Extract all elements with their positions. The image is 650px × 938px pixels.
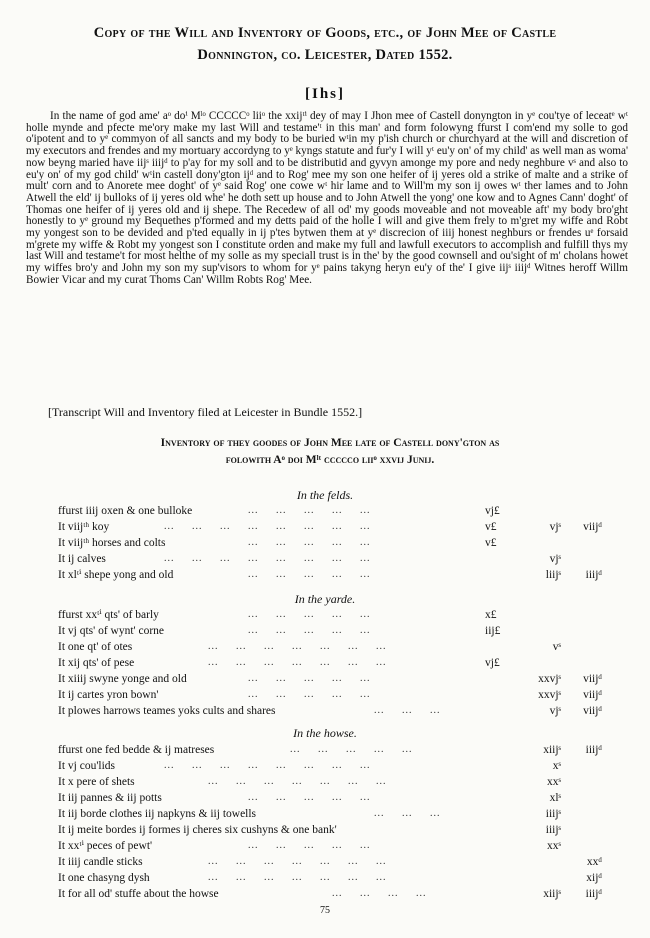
inventory-row: It iij borde clothes iij napkyns & iij towells ... ... ... iiijˢ <box>58 808 561 820</box>
page-number: 75 <box>320 905 330 916</box>
inventory-row: ffurst xxᵗⁱ qts' of barly ... ... ... ... ... x£ <box>58 608 618 622</box>
section-heading-howse: In the howse. <box>293 726 357 740</box>
pence-value: viijᵈ <box>583 689 602 701</box>
shillings-value: vjˢ <box>549 521 561 533</box>
inventory-row: It viijᵗʰ koy ... ... ... ... ... ... ... ... v£ vjˢ viijᵈ <box>58 521 602 533</box>
transcript-note: [Transcript Will and Inventory filed at Leicester in Bundle 1552.] <box>48 405 363 419</box>
pence-value: viijᵈ <box>583 673 602 685</box>
pounds-value: v£ <box>485 537 497 549</box>
inventory-title <box>40 435 620 469</box>
item-description: It iiij candle sticks <box>58 856 143 868</box>
inventory-row: It one qt' of otes ... ... ... ... ... ... ... vˢ <box>58 641 561 653</box>
section-heading-yarde: In the yarde. <box>294 592 356 606</box>
pence-value: viijᵈ <box>583 705 602 717</box>
item-description: It viijᵗʰ koy <box>58 521 110 533</box>
shillings-value: iiijˢ <box>545 808 561 820</box>
item-description: It one chasyng dysh <box>58 872 150 884</box>
inventory-title-line-2: folowith Aᵒ doi Mˡᵗ ccccco liiᵒ xxvij Junij. <box>225 454 435 466</box>
pounds-value: vj£ <box>485 657 500 669</box>
inventory-row: It xij qts' of pese ... ... ... ... ... ... ... vj£ <box>58 656 618 670</box>
inventory-row: It iij pannes & iij potts ... ... ... ... ... xlˢ <box>58 792 561 804</box>
will-text: In the name of god ame' aᵒ doⁱ Mˡᵒ CCCCCᵒ liiᵒ the xxijᵗⁱ dey of may I Jhon mee of Castell donyngton in yᵉ cou'tye of leceatᵉ wᵗ holle mynde and pfecte me'ory make my last Will and testame'ᵗ in this man' and form folowyng ffurst I com'end my solle to god o'ipotent and to yᵉ commyon of all sancts and my body to be buried wᵗin my p'ish church or churchyard at the will and discretion of my executors and frendes and my mortuary accordyng to yᵉ kyngs statute and fur'y I will yᵗ eu'y on' of my child' as well man as woma' now beyng maried have iijˢ iiijᵈ to p'ay for my soll and to be distributid and gyvyn amonge my pore and nedy neghbure vˢ and also to eu'y on' of my god child' wᵗin castell dony'gton ijᵈ and to Rog' mee my son one heifer of ij yeres old a strike of malte and a strike of mult' corn and to Anorete mee doght' of yᵉ said Rog' one cowe wᵗ hir lame and to Will'm my son ij owes wᵗ ther lames and to John Atwell the eld' ij bulloks of ij yeres old whe' he doth sett up house and to John Atwell the yong' one kow and to Agnes Cann' doght' of Thomas one heifer of ij yeres old and ij shepe. The Recedew of all od' my goods moveable and not moveable aft' my body bro'ght honestly to yᵉ ground my Bequethes p'formed and my detts paid of the holle I will and give them frely to m'gret my wiffe and Robt my yongest son to be devided and p'ted equally in ij p'tes bytwen them at yᵉ discrecion of iiij honest neghburs or frendes uᵉ forsaid m'grete my wiffe & Robt my yongest son I constitute orden and make my full and lawfull executors to accomplish and fulfill thys my last Will and testame't for most helthe of my solle as my speciall trust is in the' by the good cownsell and ou'sight of m' cholans howet my wiffes bro'y and John my son my sup'visors to whom for yᵉ pains takyng heryn eu'y of the' I give iijˢ iiijᵈ Witnes heroff Willm Bowier Vicar and my curat Thoms Can' Willm Robts Rog' Mee. <box>26 110 628 286</box>
pence-value: iiijᵈ <box>585 744 602 756</box>
pence-value: iiijᵈ <box>585 888 602 900</box>
section-heading-felds: In the felds. <box>296 488 354 502</box>
pounds-value: vj£ <box>485 505 500 517</box>
document-title <box>20 22 630 66</box>
item-description: It ij calves <box>58 553 106 565</box>
item-description: It xij qts' of pese <box>58 657 135 669</box>
pounds-value: x£ <box>485 609 497 621</box>
inventory-row: It iiij candle sticks ... ... ... ... ... ... ... xxᵈ <box>58 856 602 868</box>
item-description: It xiiij swyne yonge and old <box>58 673 187 685</box>
inventory-title-line-1: Inventory of they goodes of John Mee late of Castell dony'gton as <box>160 437 500 449</box>
item-description: It plowes harrows teames yoks cults and shares <box>58 705 276 717</box>
pounds-value: iij£ <box>485 625 501 637</box>
shillings-value: vˢ <box>552 641 561 653</box>
inventory-row: It for all od' stuffe about the howse ... ... ... ... xiijˢ iiijᵈ <box>58 888 602 900</box>
inventory-row: It xxᵗⁱ peces of pewt' ... ... ... ... ... xxˢ <box>58 840 561 852</box>
title-line-1: Copy of the Will and Inventory of Goods, etc., of John Mee of Castle <box>93 25 557 41</box>
shillings-value: xxvjˢ <box>538 673 561 685</box>
item-description: It iij borde clothes iij napkyns & iij towells <box>58 808 257 820</box>
inventory-row: It xiiij swyne yonge and old ... ... ... ... ... xxvjˢ viijᵈ <box>58 673 602 685</box>
shillings-value: xxvjˢ <box>538 689 561 701</box>
shillings-value: liijˢ <box>545 569 561 581</box>
shillings-value: xxˢ <box>547 776 561 788</box>
inventory-row: It plowes harrows teames yoks cults and shares ... ... ... vjˢ viijᵈ <box>58 705 602 717</box>
inventory-row: It ij calves ... ... ... ... ... ... ... ... vjˢ <box>58 553 561 565</box>
item-description: ffurst xxᵗⁱ qts' of barly <box>58 609 159 621</box>
item-description: It for all od' stuffe about the howse <box>58 888 219 900</box>
shillings-value: xiijˢ <box>543 744 561 756</box>
item-description: It xxᵗⁱ peces of pewt' <box>58 840 153 852</box>
ihs-monogram: [Ihs] <box>304 86 345 102</box>
inventory-row: It vj cou'lids ... ... ... ... ... ... ... ... xˢ <box>58 760 561 772</box>
pence-value: iiijᵈ <box>585 569 602 581</box>
pence-value: xijᵈ <box>586 872 602 884</box>
shillings-value: xˢ <box>552 760 561 772</box>
item-description: It xlᵗⁱ shepe yong and old <box>58 569 174 581</box>
item-description: It x pere of shets <box>58 776 135 788</box>
inventory-row: It xlᵗⁱ shepe yong and old ... ... ... ... ... liijˢ iiijᵈ <box>58 569 602 581</box>
item-description: It viijᵗʰ horses and colts <box>58 537 166 549</box>
item-description: ffurst one fed bedde & ij matreses <box>58 744 215 756</box>
inventory-row: ffurst one fed bedde & ij matreses ... ... ... ... ... xiijˢ iiijᵈ <box>58 744 602 756</box>
item-description: It one qt' of otes <box>58 641 133 653</box>
inventory-row: It viijᵗʰ horses and colts ... ... ... ... ... v£ <box>58 536 618 550</box>
shillings-value: iiijˢ <box>545 824 561 836</box>
shillings-value: xiijˢ <box>543 888 561 900</box>
item-description: It ij meite bordes ij formes ij cheres six cushyns & one bank' <box>58 824 337 836</box>
inventory-row: It x pere of shets ... ... ... ... ... ... ... xxˢ <box>58 776 561 788</box>
title-line-2: Donnington, co. Leicester, Dated 1552. <box>197 47 453 63</box>
pence-value: viijᵈ <box>583 521 602 533</box>
item-description: It vj qts' of wynt' corne <box>58 625 165 637</box>
shillings-value: xlˢ <box>549 792 561 804</box>
shillings-value: vjˢ <box>549 553 561 565</box>
item-description: It ij cartes yron bown' <box>58 689 159 701</box>
shillings-value: vjˢ <box>549 705 561 717</box>
item-description: It vj cou'lids <box>58 760 116 772</box>
item-description: It iij pannes & iij potts <box>58 792 162 804</box>
inventory-row <box>58 823 618 837</box>
inventory-row: It ij cartes yron bown' ... ... ... ... ... xxvjˢ viijᵈ <box>58 689 602 701</box>
inventory-row: It vj qts' of wynt' corne ... ... ... ... ... iij£ <box>58 624 618 638</box>
shillings-value: xxˢ <box>547 840 561 852</box>
item-description: ffurst iiij oxen & one bulloke <box>58 505 193 517</box>
inventory-row: ffurst iiij oxen & one bulloke ... ... ... ... ... vj£ <box>58 504 618 518</box>
pounds-value: v£ <box>485 521 497 533</box>
pence-value: xxᵈ <box>586 856 602 868</box>
inventory-row: It one chasyng dysh ... ... ... ... ... ... ... xijᵈ <box>58 872 602 884</box>
